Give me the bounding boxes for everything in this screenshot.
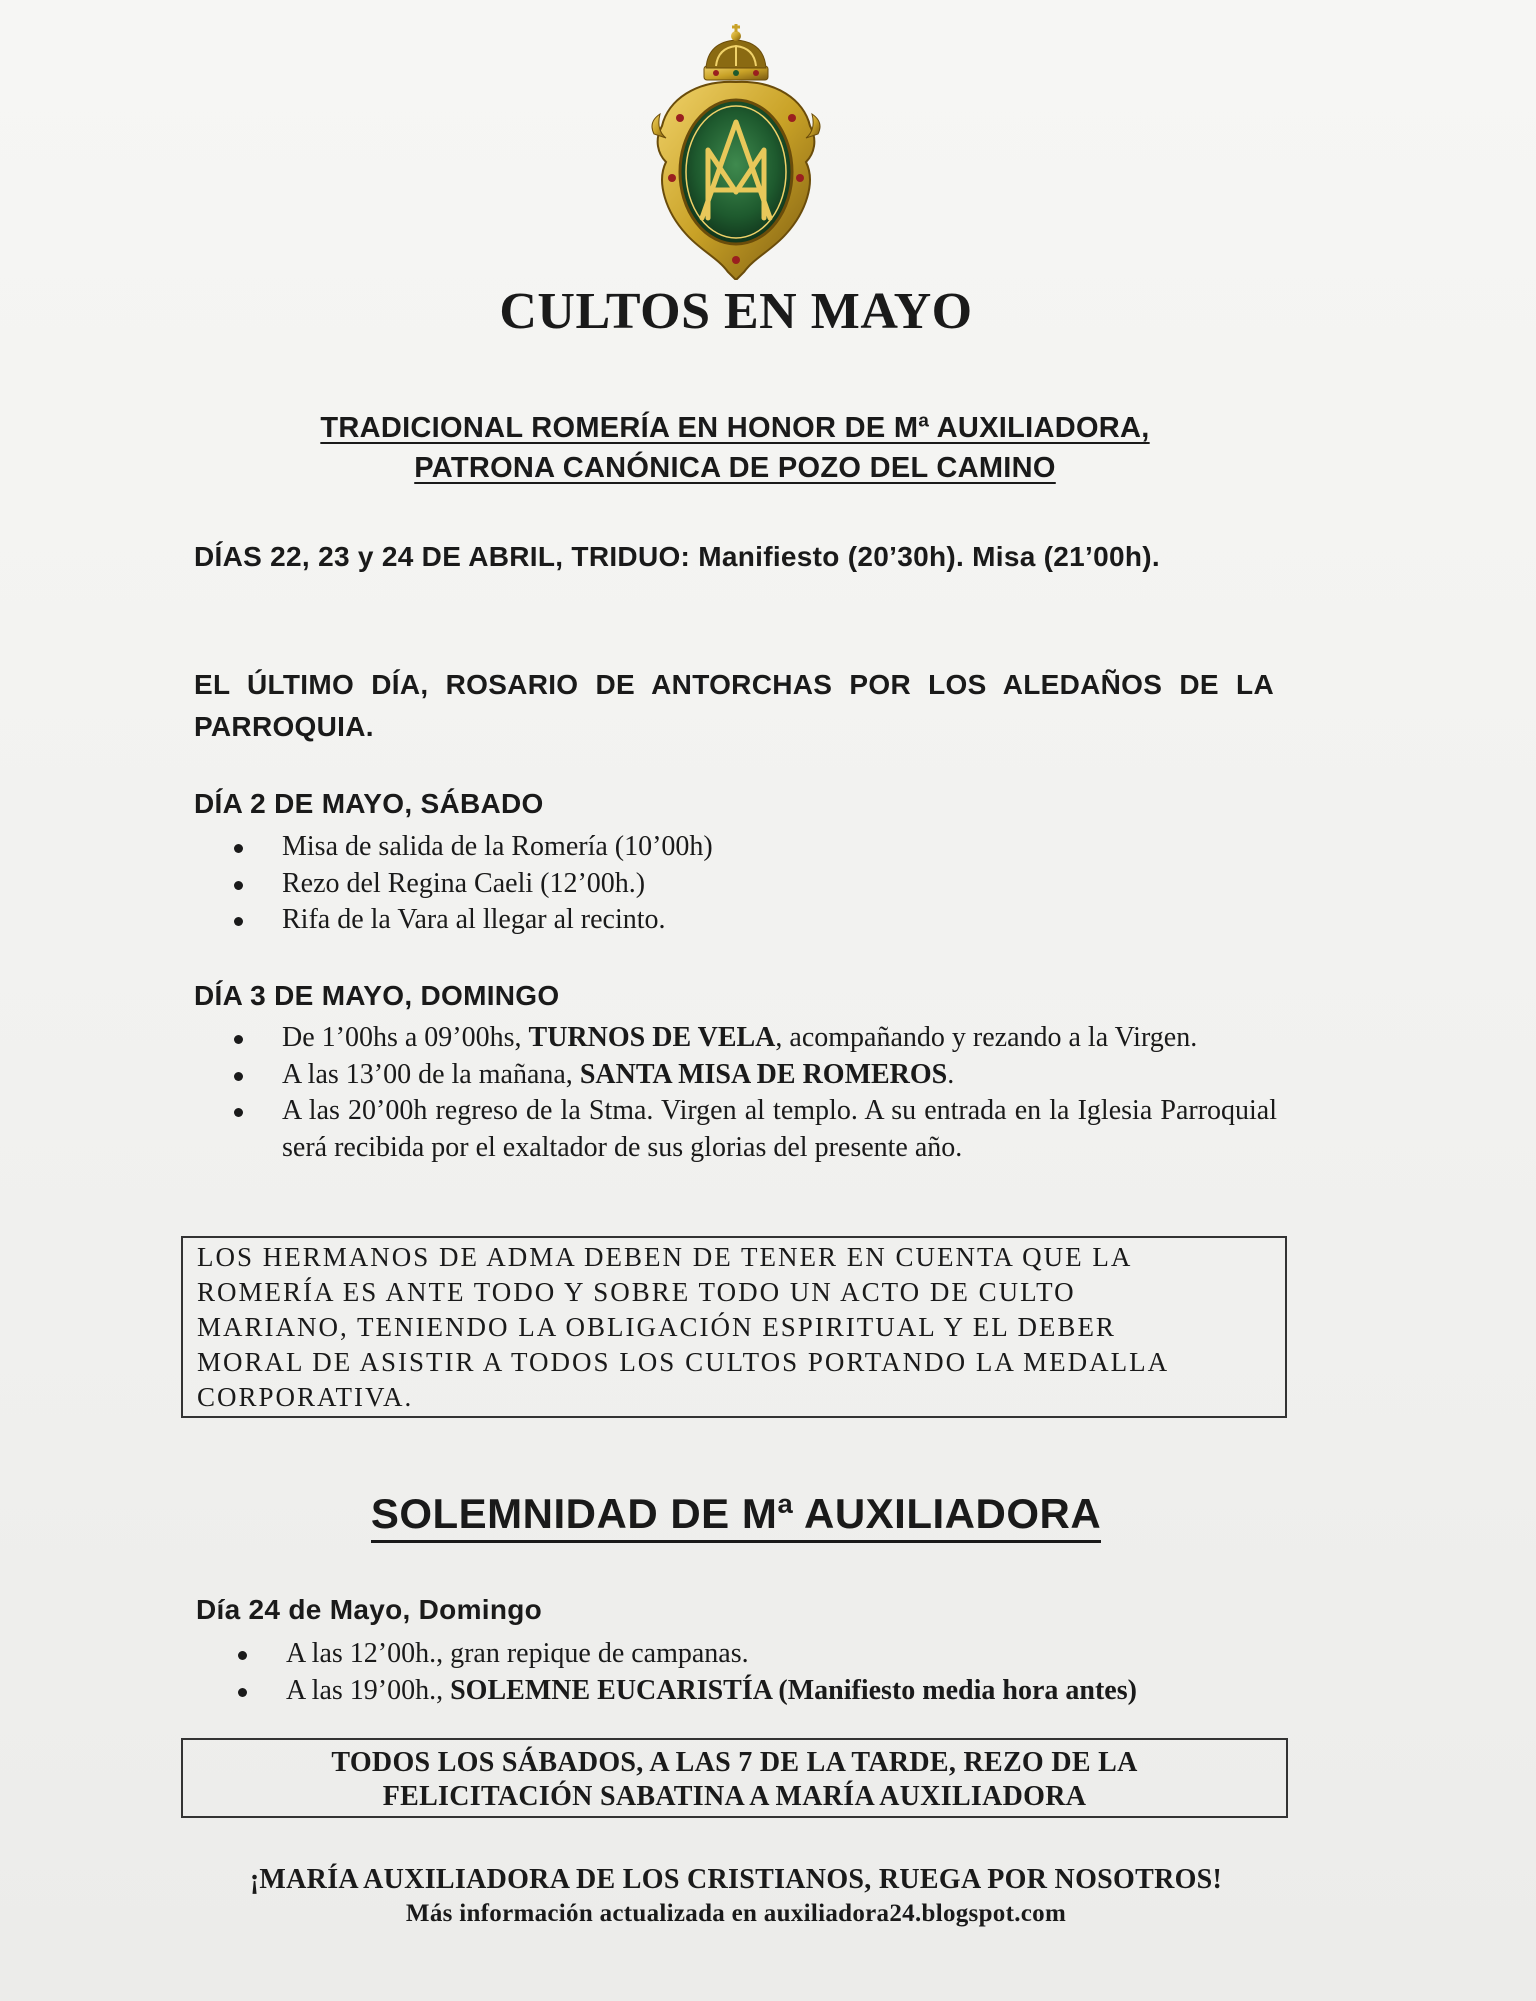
notice-line: CORPORATIVA. bbox=[197, 1382, 414, 1412]
list-item bbox=[234, 1020, 1277, 1057]
item-text: A las 13’00 de la mañana, bbox=[282, 1058, 580, 1090]
saturdays-box bbox=[181, 1738, 1288, 1818]
list-item: A las 20’00h regreso de la Stma. Virgen al templo. A su entrada en la Iglesia Parroquial será recibida por el exaltador de sus glorias del presente año. bbox=[234, 1093, 1277, 1166]
page-title: CULTOS EN MAYO bbox=[499, 283, 973, 340]
notice-line: LOS HERMANOS DE ADMA DEBEN DE TENER EN CUENTA QUE LA bbox=[197, 1242, 1133, 1272]
day3-list bbox=[234, 1020, 1277, 1166]
list-item bbox=[238, 1673, 1288, 1710]
footer-prayer: ¡MARÍA AUXILIADORA DE LOS CRISTIANOS, RUEGA POR NOSOTROS! bbox=[249, 1864, 1223, 1895]
day2-list bbox=[234, 829, 1277, 939]
solemnidad-list bbox=[238, 1636, 1288, 1709]
rosario-paragraph: EL ÚLTIMO DÍA, ROSARIO DE ANTORCHAS POR LOS ALEDAÑOS DE LA PARROQUIA. bbox=[194, 669, 1274, 742]
subtitle-line-1: TRADICIONAL ROMERÍA EN HONOR DE Mª AUXILIADORA, bbox=[320, 412, 1150, 444]
notice-line: MORAL DE ASISTIR A TODOS LOS CULTOS PORTANDO LA MEDALLA bbox=[197, 1347, 1170, 1377]
solemnidad-title bbox=[0, 1490, 1472, 1543]
list-item: A las 12’00h., gran repique de campanas. bbox=[238, 1636, 1288, 1673]
crown-icon bbox=[704, 24, 768, 80]
footer-info: Más información actualizada en auxiliadora24.blogspot.com bbox=[405, 1900, 1067, 1927]
notice-line: ROMERÍA ES ANTE TODO Y SOBRE TODO UN ACTO DE CULTO bbox=[197, 1277, 1076, 1307]
item-text: . bbox=[947, 1058, 955, 1090]
solemnidad-title-text: SOLEMNIDAD DE Mª AUXILIADORA bbox=[371, 1490, 1101, 1543]
solemnidad-heading: Día 24 de Mayo, Domingo bbox=[196, 1594, 543, 1625]
list-item: Misa de salida de la Romería (10’00h) bbox=[234, 829, 1277, 866]
item-text: , acompañando y rezando a la Virgen. bbox=[775, 1022, 1198, 1053]
subtitle-line-2: PATRONA CANÓNICA DE POZO DEL CAMINO bbox=[414, 452, 1056, 484]
list-item bbox=[234, 1057, 1277, 1094]
item-emphasis: SOLEMNE EUCARISTÍA (Manifiesto media hora antes) bbox=[450, 1674, 1137, 1706]
marian-crest-icon bbox=[646, 22, 826, 280]
list-item: Rezo del Regina Caeli (12’00h.) bbox=[234, 866, 1277, 903]
subtitle bbox=[200, 408, 1270, 488]
notice-line: MARIANO, TENIENDO LA OBLIGACIÓN ESPIRITUAL Y EL DEBER bbox=[197, 1312, 1116, 1342]
item-text: De 1’00hs a 09’00hs, bbox=[282, 1022, 529, 1053]
item-text: A las 19’00h., bbox=[286, 1674, 451, 1706]
item-emphasis: TURNOS DE VELA bbox=[528, 1022, 776, 1053]
triduo-paragraph: DÍAS 22, 23 y 24 DE ABRIL, TRIDUO: Manifiesto (20’30h). Misa (21’00h). bbox=[194, 541, 1160, 572]
list-item: Rifa de la Vara al llegar al recinto. bbox=[234, 902, 1277, 939]
day3-heading: DÍA 3 DE MAYO, DOMINGO bbox=[194, 980, 560, 1011]
day2-heading: DÍA 2 DE MAYO, SÁBADO bbox=[194, 788, 544, 819]
saturdays-line-2: FELICITACIÓN SABATINA A MARÍA AUXILIADORA bbox=[382, 1781, 1087, 1812]
item-emphasis: SANTA MISA DE ROMEROS bbox=[579, 1058, 948, 1090]
saturdays-line-1: TODOS LOS SÁBADOS, A LAS 7 DE LA TARDE, REZO DE LA bbox=[331, 1747, 1138, 1778]
adma-notice-box bbox=[181, 1236, 1287, 1418]
